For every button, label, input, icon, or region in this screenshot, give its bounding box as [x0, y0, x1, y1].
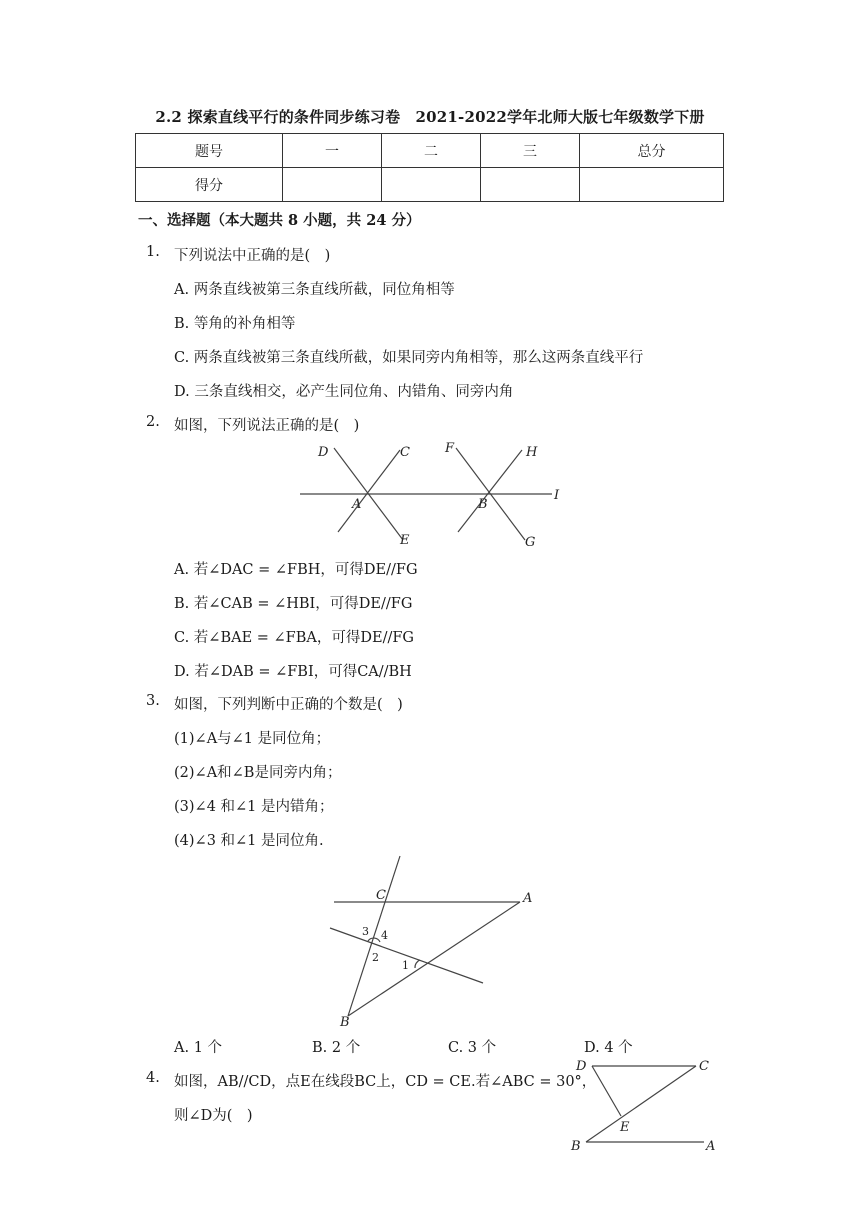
option-b[interactable]: B. 等角的补角相等	[174, 316, 296, 332]
figure-q4	[566, 1052, 726, 1157]
option-b[interactable]: B. 若∠CAB = ∠HBI，可得DE//FG	[174, 596, 413, 612]
label-e: E	[400, 533, 410, 548]
option-d[interactable]: D. 三条直线相交，必产生同位角、内错角、同旁内角	[174, 384, 514, 400]
line-ac	[338, 450, 400, 532]
statement-3: (3)∠4 和∠1 是内错角；	[174, 799, 334, 815]
line-bh	[458, 450, 522, 532]
option-a[interactable]: A. 1 个	[174, 1040, 223, 1056]
label-b: B	[571, 1139, 581, 1154]
table-cell: 二	[382, 134, 481, 168]
label-a: A	[706, 1139, 716, 1154]
label-b: B	[478, 497, 488, 512]
line-cb	[586, 1066, 696, 1142]
line-transversal	[330, 928, 483, 983]
question-stem: 如图，AB//CD，点E在线段BC上，CD = CE.若∠ABC = 30°，	[174, 1074, 597, 1090]
angle-4-arc	[368, 938, 380, 942]
option-d[interactable]: D. 4 个	[584, 1040, 633, 1056]
table-cell[interactable]	[283, 168, 382, 202]
option-c[interactable]: C. 3 个	[448, 1040, 497, 1056]
label-1: 1	[402, 959, 409, 972]
section-heading: 一、选择题（本大题共 8 小题，共 24 分）	[138, 212, 421, 229]
question-number: 3.	[146, 693, 160, 709]
table-cell: 总分	[580, 134, 724, 168]
option-a[interactable]: A. 两条直线被第三条直线所截，同位角相等	[174, 282, 455, 298]
table-row	[136, 168, 724, 202]
label-e: E	[620, 1120, 630, 1135]
table-cell: 题号	[136, 134, 283, 168]
label-3: 3	[362, 925, 369, 938]
label-a: A	[352, 497, 362, 512]
label-f: F	[445, 441, 455, 456]
option-b[interactable]: B. 2 个	[312, 1040, 361, 1056]
label-b: B	[340, 1015, 350, 1030]
table-cell[interactable]	[481, 168, 580, 202]
option-d[interactable]: D. 若∠DAB = ∠FBI，可得CA//BH	[174, 664, 412, 680]
table-cell[interactable]	[382, 168, 481, 202]
line-cb	[348, 856, 400, 1016]
score-table	[135, 133, 724, 202]
label-c: C	[400, 445, 410, 460]
option-c[interactable]: C. 两条直线被第三条直线所截，如果同旁内角相等，那么这两条直线平行	[174, 350, 644, 366]
question-number: 2.	[146, 414, 160, 430]
statement-2: (2)∠A和∠B是同旁内角；	[174, 765, 342, 781]
figure-q2	[290, 436, 580, 552]
question-number: 4.	[146, 1070, 160, 1086]
question-number: 1.	[146, 244, 160, 260]
label-i: I	[554, 488, 560, 503]
label-4: 4	[381, 929, 388, 942]
label-2: 2	[372, 951, 379, 964]
table-cell: 得分	[136, 168, 283, 202]
question-stem: 如图，下列说法正确的是( )	[174, 418, 360, 434]
figure-q3	[320, 850, 550, 1030]
question-stem-line2: 则∠D为( )	[174, 1108, 253, 1124]
table-row	[136, 134, 724, 168]
label-a: A	[523, 891, 533, 906]
statement-1: (1)∠A与∠1 是同位角；	[174, 731, 331, 747]
label-d: D	[318, 445, 329, 460]
option-a[interactable]: A. 若∠DAC = ∠FBH，可得DE//FG	[174, 562, 418, 578]
page-title: 2.2 探索直线平行的条件同步练习卷 2021-2022学年北师大版七年级数学下册	[155, 108, 705, 126]
table-cell[interactable]	[580, 168, 724, 202]
label-d: D	[576, 1059, 587, 1074]
label-h: H	[526, 445, 538, 460]
line-de	[592, 1066, 621, 1116]
angle-1-arc	[415, 960, 420, 968]
option-c[interactable]: C. 若∠BAE = ∠FBA，可得DE//FG	[174, 630, 414, 646]
label-c: C	[376, 888, 386, 903]
table-cell: 一	[283, 134, 382, 168]
label-g: G	[525, 535, 536, 550]
table-cell: 三	[481, 134, 580, 168]
question-stem: 如图，下列判断中正确的个数是( )	[174, 697, 403, 713]
question-stem: 下列说法中正确的是( )	[174, 248, 331, 264]
label-c: C	[699, 1059, 709, 1074]
statement-4: (4)∠3 和∠1 是同位角.	[174, 833, 324, 849]
